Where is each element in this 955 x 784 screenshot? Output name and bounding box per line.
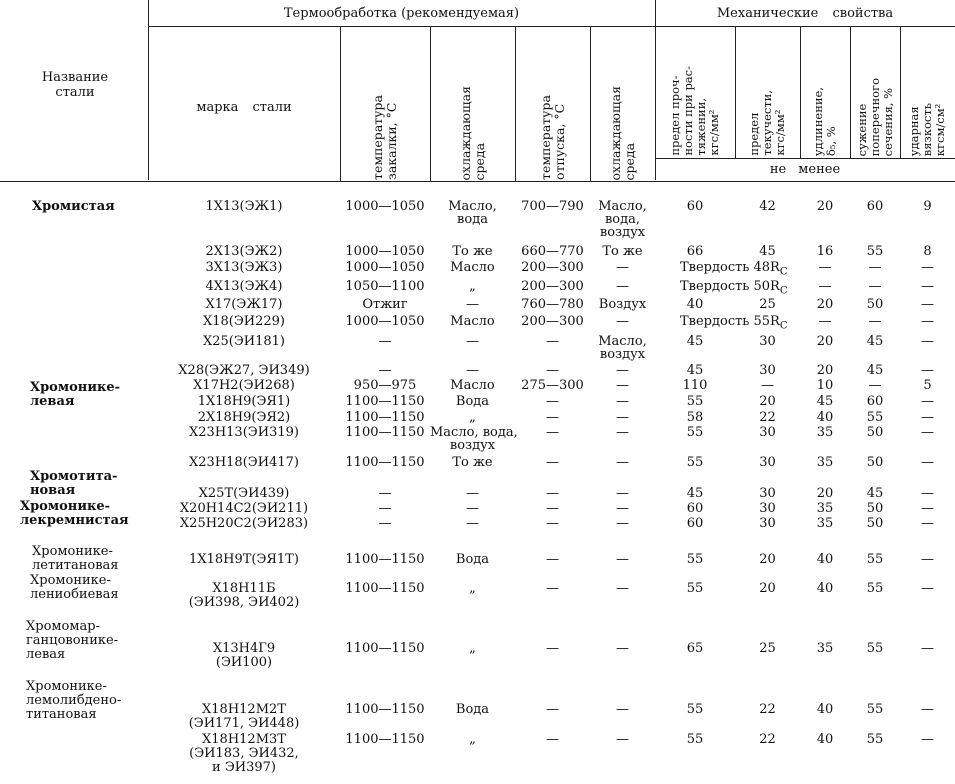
quench-medium-cell: —: [466, 334, 479, 349]
temper-medium-cell: Масло, воздух: [598, 334, 647, 362]
temper-medium-cell: —: [616, 455, 629, 470]
hardness-scale: C: [779, 320, 788, 332]
quench-medium-cell: Вода: [455, 702, 490, 717]
hardness-scale: C: [779, 266, 788, 278]
quench-temp-cell: 1100—1150: [345, 581, 425, 596]
elongation-cell: 35: [816, 641, 834, 656]
elongation-cell: 40: [816, 410, 834, 425]
temper-temp-cell: 700—790: [521, 199, 584, 214]
temper-temp-cell: —: [546, 394, 559, 409]
quench-temp-cell: Отжиг: [362, 297, 408, 312]
impact-cell: —: [921, 455, 934, 470]
ultimate-strength-cell: 58: [686, 410, 704, 425]
reduction-area-cell: 55: [866, 732, 884, 747]
yield-strength-cell: 30: [759, 516, 776, 531]
grade-cell: 3Х13(ЭЖ3): [205, 260, 283, 275]
quench-temp-cell: 1100—1150: [345, 394, 425, 409]
group-label: Хромонике- лекремнистая: [20, 499, 129, 528]
elongation-cell: 16: [816, 244, 834, 259]
quench-temp-cell: 1100—1150: [345, 702, 425, 717]
impact-cell: —: [921, 334, 934, 349]
impact-cell: —: [921, 260, 934, 275]
temper-medium-cell: —: [616, 702, 629, 717]
quench-temp-cell: —: [378, 334, 392, 349]
header-left-divider: [148, 0, 149, 180]
quench-temp-cell: 950—975: [353, 378, 417, 393]
temper-medium-cell: Воздух: [598, 297, 647, 312]
impact-cell: —: [921, 501, 934, 516]
reduction-area-cell: 55: [866, 581, 884, 596]
header-bottom-rule: [0, 181, 955, 182]
quench-medium-cell: Масло, вода, воздух: [430, 425, 518, 453]
elongation-header: удлинение, δ₅, %: [811, 86, 838, 156]
reduction-area-header: сужение поперечного сечения, %: [854, 77, 895, 156]
elongation-cell: 35: [816, 501, 834, 516]
impact-cell: 8: [923, 244, 932, 259]
temper-medium-cell: —: [616, 314, 629, 329]
quench-medium-cell: „: [469, 581, 476, 596]
elongation-cell: 35: [816, 516, 834, 531]
quench-medium-cell: Масло, вода: [448, 199, 497, 227]
temper-medium-cell: Масло, вода, воздух: [598, 199, 647, 240]
reduction-area-cell: 55: [866, 641, 884, 656]
ultimate-strength-cell: 60: [686, 501, 704, 516]
temper-temp-cell: —: [546, 581, 559, 596]
grade-cell: Х18Н11Б (ЭИ398, ЭИ402): [188, 581, 300, 610]
grade-cell: Х25(ЭИ181): [202, 334, 286, 349]
grade-cell: 2Х13(ЭЖ2): [205, 244, 283, 259]
elongation-cell: 35: [816, 455, 834, 470]
reduction-area-cell: —: [868, 260, 882, 275]
impact-cell: —: [921, 297, 934, 312]
grade-cell: Х25Т(ЭИ439): [198, 486, 290, 501]
quench-medium-cell: Масло: [450, 378, 495, 393]
elongation-cell: —: [818, 260, 832, 275]
quench-temp-cell: 1100—1150: [345, 552, 425, 567]
quench-medium-cell: —: [466, 486, 479, 501]
reduction-area-cell: 55: [866, 552, 884, 567]
grade-cell: Х18Н12М2Т (ЭИ171, ЭИ448): [188, 702, 300, 731]
temper-temp-cell: —: [546, 486, 559, 501]
impact-cell: 5: [923, 378, 932, 393]
ultimate-strength-cell: 55: [686, 581, 704, 596]
ultimate-strength-cell: 110: [682, 378, 708, 393]
yield-strength-cell: 25: [759, 297, 776, 312]
reduction-area-cell: 60: [866, 199, 884, 214]
hardness-text: Твердость 50R: [680, 279, 780, 294]
group-label: Хромистая: [32, 199, 115, 214]
hardness-cell: [680, 315, 788, 334]
temper-temp-cell: —: [546, 455, 559, 470]
impact-cell: —: [921, 394, 934, 409]
quench-medium-cell: —: [466, 516, 479, 531]
temper-medium-cell: —: [616, 552, 629, 567]
grade-cell: Х28(ЭЖ27, ЭИ349): [178, 363, 310, 378]
grade-cell: 1Х18Н9(ЭЯ1): [197, 394, 291, 409]
temper-medium-cell: —: [616, 363, 629, 378]
temper-temp-header: температура отпуска, °С: [537, 95, 567, 180]
temper-temp-cell: —: [546, 702, 559, 717]
temper-temp-cell: —: [546, 363, 559, 378]
ultimate-strength-cell: 45: [686, 486, 704, 501]
elongation-cell: 45: [816, 394, 834, 409]
yield-strength-cell: 30: [759, 486, 776, 501]
yield-strength-cell: 20: [759, 581, 776, 596]
temper-medium-cell: —: [616, 486, 629, 501]
yield-strength-cell: 20: [759, 394, 776, 409]
yield-strength-cell: 30: [759, 501, 776, 516]
elongation-cell: 20: [816, 486, 834, 501]
quench-medium-cell: То же: [452, 455, 493, 470]
impact-cell: —: [921, 363, 934, 378]
quench-medium-cell: Масло: [450, 260, 495, 275]
quench-temp-cell: 1000—1050: [345, 260, 425, 275]
hardness-text: Твердость 55R: [680, 314, 780, 329]
quench-medium-cell: „: [469, 732, 476, 747]
quench-temp-cell: 1100—1150: [345, 425, 425, 440]
grade-cell: 1Х18Н9Т(ЭЯ1Т): [189, 552, 299, 567]
impact-cell: —: [921, 486, 934, 501]
reduction-area-cell: 50: [866, 425, 884, 440]
quench-temp-cell: 1000—1050: [345, 199, 425, 214]
group-label: Хромонике- летитановая: [32, 544, 119, 573]
temper-temp-cell: —: [546, 501, 559, 516]
impact-cell: —: [921, 581, 934, 596]
elongation-cell: 20: [816, 297, 834, 312]
yield-strength-cell: —: [761, 378, 774, 393]
quench-medium-cell: „: [469, 279, 476, 294]
yield-strength-cell: 22: [759, 702, 776, 717]
ultimate-strength-cell: 55: [686, 732, 704, 747]
yield-strength-cell: 30: [759, 425, 776, 440]
quench-temp-cell: 1100—1150: [345, 410, 425, 425]
temper-medium-cell: —: [616, 425, 629, 440]
quench-medium-header: охлаждающая среда: [457, 85, 487, 180]
temper-temp-cell: 200—300: [521, 260, 584, 275]
temper-temp-cell: 760—780: [521, 297, 584, 312]
grade-cell: Х25Н20С2(ЭИ283): [179, 516, 309, 531]
impact-cell: —: [921, 641, 934, 656]
grade-cell: Х23Н13(ЭИ319): [189, 425, 299, 440]
reduction-area-cell: 55: [866, 410, 884, 425]
quench-medium-cell: То же: [452, 244, 493, 259]
yield-strength-cell: 42: [759, 199, 776, 214]
impact-cell: —: [921, 552, 934, 567]
elongation-cell: —: [818, 279, 832, 294]
quench-medium-cell: —: [466, 363, 479, 378]
reduction-area-cell: 60: [866, 394, 884, 409]
hardness-text: Твердость 48R: [680, 260, 780, 275]
impact-cell: —: [921, 279, 934, 294]
quench-temp-cell: —: [378, 516, 392, 531]
temper-medium-header: охлаждающая среда: [607, 85, 637, 180]
temper-temp-cell: —: [546, 641, 559, 656]
quench-medium-cell: „: [469, 410, 476, 425]
yield-strength-cell: 30: [759, 334, 776, 349]
not-less-header: не менее: [769, 162, 841, 177]
ultimate-strength-cell: 55: [686, 455, 704, 470]
grade-cell: Х23Н18(ЭИ417): [189, 455, 299, 470]
reduction-area-cell: 50: [866, 455, 884, 470]
grade-cell: Х18(ЭИ229): [202, 314, 286, 329]
temper-temp-cell: 200—300: [521, 279, 584, 294]
temper-temp-cell: —: [546, 410, 559, 425]
steel-name-header: Название стали: [41, 70, 109, 100]
grade-header: марка стали: [196, 100, 292, 115]
temper-medium-cell: —: [616, 410, 629, 425]
impact-cell: —: [921, 516, 934, 531]
ultimate-strength-header: предел проч- ности при рас- тяжении, кгс/мм²: [668, 66, 721, 156]
impact-cell: —: [921, 702, 934, 717]
impact-cell: 9: [923, 199, 932, 214]
quench-temp-cell: 1000—1050: [345, 244, 425, 259]
ultimate-strength-cell: 40: [686, 297, 704, 312]
temper-medium-cell: —: [616, 732, 629, 747]
impact-cell: —: [921, 314, 934, 329]
quench-temp-cell: 1100—1150: [345, 641, 425, 656]
elongation-cell: 10: [816, 378, 834, 393]
ultimate-strength-cell: 66: [686, 244, 704, 259]
quench-medium-cell: —: [466, 297, 479, 312]
yield-strength-cell: 30: [759, 363, 776, 378]
reduction-area-cell: 45: [866, 334, 884, 349]
mech-props-header: Механические свойства: [716, 6, 894, 21]
impact-cell: —: [921, 410, 934, 425]
elongation-cell: 40: [816, 732, 834, 747]
temper-temp-cell: —: [546, 552, 559, 567]
temper-medium-cell: —: [616, 516, 629, 531]
grade-cell: Х13Н4Г9 (ЭИ100): [212, 641, 276, 670]
heat-treatment-header: Термообработка (рекомендуемая): [283, 6, 520, 21]
reduction-area-cell: —: [868, 314, 882, 329]
hardness-scale: C: [779, 285, 788, 297]
quench-temp-cell: 1100—1150: [345, 732, 425, 747]
group-label: Хромонике- лениобиевая: [30, 573, 119, 602]
ultimate-strength-cell: 60: [686, 516, 704, 531]
grade-cell: Х17(ЭЖ17): [205, 297, 283, 312]
temper-temp-cell: —: [546, 425, 559, 440]
header-top-rule: [148, 26, 955, 27]
elongation-cell: 20: [816, 363, 834, 378]
temper-temp-cell: 275—300: [521, 378, 584, 393]
quench-medium-cell: Масло: [450, 314, 495, 329]
grade-cell: Х20Н14С2(ЭИ211): [179, 501, 309, 516]
group-label: Хромонике- левая: [30, 380, 121, 409]
impact-cell: —: [921, 425, 934, 440]
quench-medium-cell: „: [469, 641, 476, 656]
yield-strength-cell: 30: [759, 455, 776, 470]
reduction-area-cell: 50: [866, 501, 884, 516]
grade-cell: 1Х13(ЭЖ1): [205, 199, 283, 214]
ultimate-strength-cell: 65: [686, 641, 704, 656]
ultimate-strength-cell: 55: [686, 394, 704, 409]
group-label: Хромонике- лемолибдено- титановая: [26, 679, 122, 722]
reduction-area-cell: 55: [866, 244, 884, 259]
temper-medium-cell: —: [616, 581, 629, 596]
quench-temp-cell: —: [378, 486, 392, 501]
ultimate-strength-cell: 55: [686, 425, 704, 440]
yield-strength-cell: 20: [759, 552, 776, 567]
elongation-cell: 40: [816, 552, 834, 567]
ultimate-strength-cell: 45: [686, 334, 704, 349]
elongation-cell: 20: [816, 334, 834, 349]
quench-temp-header: температура закалки, °С: [370, 95, 399, 180]
ultimate-strength-cell: 55: [686, 552, 704, 567]
reduction-area-cell: —: [868, 378, 882, 393]
elongation-cell: —: [818, 314, 832, 329]
temper-medium-cell: —: [616, 394, 629, 409]
reduction-area-cell: 45: [866, 486, 884, 501]
temper-temp-cell: —: [546, 732, 559, 747]
quench-temp-cell: 1100—1150: [345, 455, 425, 470]
temper-medium-cell: —: [616, 260, 629, 275]
grade-cell: 4Х13(ЭЖ4): [205, 279, 283, 294]
impact-cell: —: [921, 732, 934, 747]
temper-medium-cell: —: [616, 279, 629, 294]
ultimate-strength-cell: 60: [686, 199, 704, 214]
grade-cell: Х18Н12М3Т (ЭИ183, ЭИ432, и ЭИ397): [189, 732, 299, 775]
quench-temp-cell: —: [378, 501, 392, 516]
yield-strength-cell: 22: [759, 410, 776, 425]
quench-medium-cell: Вода: [455, 394, 490, 409]
reduction-area-cell: 45: [866, 363, 884, 378]
not-less-rule: [655, 158, 955, 159]
reduction-area-cell: 50: [866, 297, 884, 312]
ultimate-strength-cell: 55: [686, 702, 704, 717]
yield-strength-cell: 22: [759, 732, 776, 747]
elongation-cell: 40: [816, 581, 834, 596]
yield-strength-cell: 25: [759, 641, 776, 656]
hardness-cell: [680, 261, 788, 280]
grade-cell: Х17Н2(ЭИ268): [193, 378, 295, 393]
grade-cell: 2Х18Н9(ЭЯ2): [197, 410, 291, 425]
temper-temp-cell: 200—300: [521, 314, 584, 329]
hardness-cell: [680, 280, 788, 299]
quench-medium-cell: —: [466, 501, 479, 516]
temper-medium-cell: —: [616, 641, 629, 656]
elongation-cell: 40: [816, 702, 834, 717]
reduction-area-cell: 55: [866, 702, 884, 717]
temper-medium-cell: —: [616, 378, 629, 393]
temper-temp-cell: —: [546, 516, 559, 531]
ultimate-strength-cell: 45: [686, 363, 704, 378]
reduction-area-cell: 50: [866, 516, 884, 531]
elongation-cell: 20: [816, 199, 834, 214]
quench-temp-cell: 1000—1050: [345, 314, 425, 329]
group-label: Хромотита- новая: [30, 469, 118, 498]
temper-medium-cell: —: [616, 501, 629, 516]
temper-temp-cell: 660—770: [521, 244, 584, 259]
yield-strength-header: предел текучести, кгс/мм²: [747, 90, 787, 156]
quench-medium-cell: Вода: [455, 552, 490, 567]
yield-strength-cell: 45: [759, 244, 776, 259]
quench-temp-cell: 1050—1100: [345, 279, 425, 294]
quench-temp-cell: —: [378, 363, 392, 378]
temper-medium-cell: То же: [602, 244, 643, 259]
elongation-cell: 35: [816, 425, 834, 440]
group-label: Хромомар- ганцовонике- левая: [26, 619, 119, 662]
impact-header: ударная вязкость кгсм/см²: [907, 102, 947, 156]
reduction-area-cell: —: [868, 279, 882, 294]
temper-temp-cell: —: [546, 334, 559, 349]
